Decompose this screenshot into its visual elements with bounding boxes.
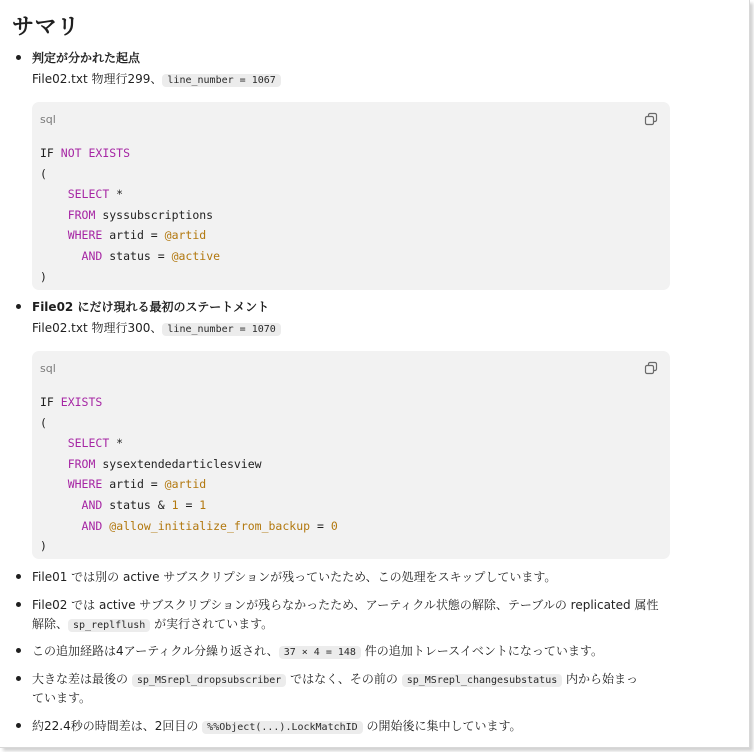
bullet-icon — [16, 648, 21, 653]
text-fragment: 約22.4秒の時間差は、2回目の — [32, 719, 203, 733]
inline-code: sp_replflush — [68, 619, 150, 632]
item-text-line2 — [32, 615, 273, 635]
code-line: WHERE artid = @artid — [67, 228, 207, 243]
code-line: ( — [40, 415, 47, 430]
item-text: File02 では active サブスクリプションが残らなかったため、アーティクル状態の解除、テーブルの replicated 属性 — [32, 598, 659, 612]
bullet-icon — [16, 304, 21, 309]
inline-code: sp_MSrepl_changesubstatus — [402, 674, 563, 687]
detail-text: File02.txt 物理行300、 — [32, 321, 163, 335]
code-line: SELECT * — [67, 187, 124, 202]
code-content — [40, 143, 220, 287]
text-fragment: の開始後に集中しています。 — [362, 719, 522, 733]
code-content — [40, 392, 338, 557]
text-fragment: 内から始まっ — [562, 672, 639, 686]
item-text — [32, 670, 638, 690]
code-line: ( — [40, 166, 47, 181]
inline-code: line_number = 1067 — [162, 74, 280, 87]
inline-code: line_number = 1070 — [162, 323, 280, 336]
item-heading: 判定が分かれた起点 — [32, 51, 141, 65]
bullet-icon — [16, 574, 21, 579]
item-detail — [32, 70, 281, 90]
code-line: ) — [40, 539, 47, 554]
code-line: FROM sysextendedarticlesview — [67, 456, 262, 471]
detail-text: File02.txt 物理行299、 — [32, 72, 163, 86]
code-block — [32, 351, 670, 559]
text-fragment: 解除、 — [32, 617, 69, 631]
text-fragment: この追加経路は4アーティクル分繰り返され、 — [32, 644, 279, 658]
code-line: AND status = @active — [81, 248, 221, 263]
item-text: File01 では別の active サブスクリプションが残っていたため、この処理をスキップしています。 — [32, 570, 557, 584]
code-line: IF EXISTS — [40, 395, 103, 409]
item-detail — [32, 319, 281, 339]
text-fragment: 件の追加トレースイベントになっています。 — [360, 644, 603, 658]
text-fragment: ではなく、その前の — [286, 672, 402, 686]
page-title: サマリ — [12, 15, 80, 40]
code-line: IF NOT EXISTS — [40, 146, 131, 160]
code-block — [32, 102, 670, 290]
code-language-label: sql — [40, 362, 56, 375]
inline-code: sp_MSrepl_dropsubscriber — [132, 674, 287, 687]
inline-code: 37 × 4 = 148 — [279, 646, 361, 659]
code-line: ) — [40, 269, 47, 284]
bullet-icon — [16, 676, 21, 681]
code-line: AND @allow_initialize_from_backup = 0 — [81, 518, 338, 533]
item-heading: File02 にだけ現れる最初のステートメント — [32, 300, 270, 314]
copy-icon[interactable] — [644, 361, 658, 375]
code-line: SELECT * — [67, 436, 124, 451]
bullet-icon — [16, 723, 21, 728]
code-line: AND status & 1 = 1 — [81, 497, 207, 512]
bullet-icon — [16, 55, 21, 60]
code-line: WHERE artid = @artid — [67, 477, 207, 492]
item-text — [32, 642, 603, 662]
item-text — [32, 717, 522, 737]
copy-icon[interactable] — [644, 112, 658, 126]
code-language-label: sql — [40, 113, 56, 126]
text-fragment: 大きな差は最後の — [32, 672, 132, 686]
inline-code: %%Object(...).LockMatchID — [202, 721, 363, 734]
code-line: FROM syssubscriptions — [67, 207, 214, 222]
bullet-icon — [16, 602, 21, 607]
item-text-line2: ています。 — [32, 691, 92, 705]
text-fragment: が実行されています。 — [150, 617, 274, 631]
